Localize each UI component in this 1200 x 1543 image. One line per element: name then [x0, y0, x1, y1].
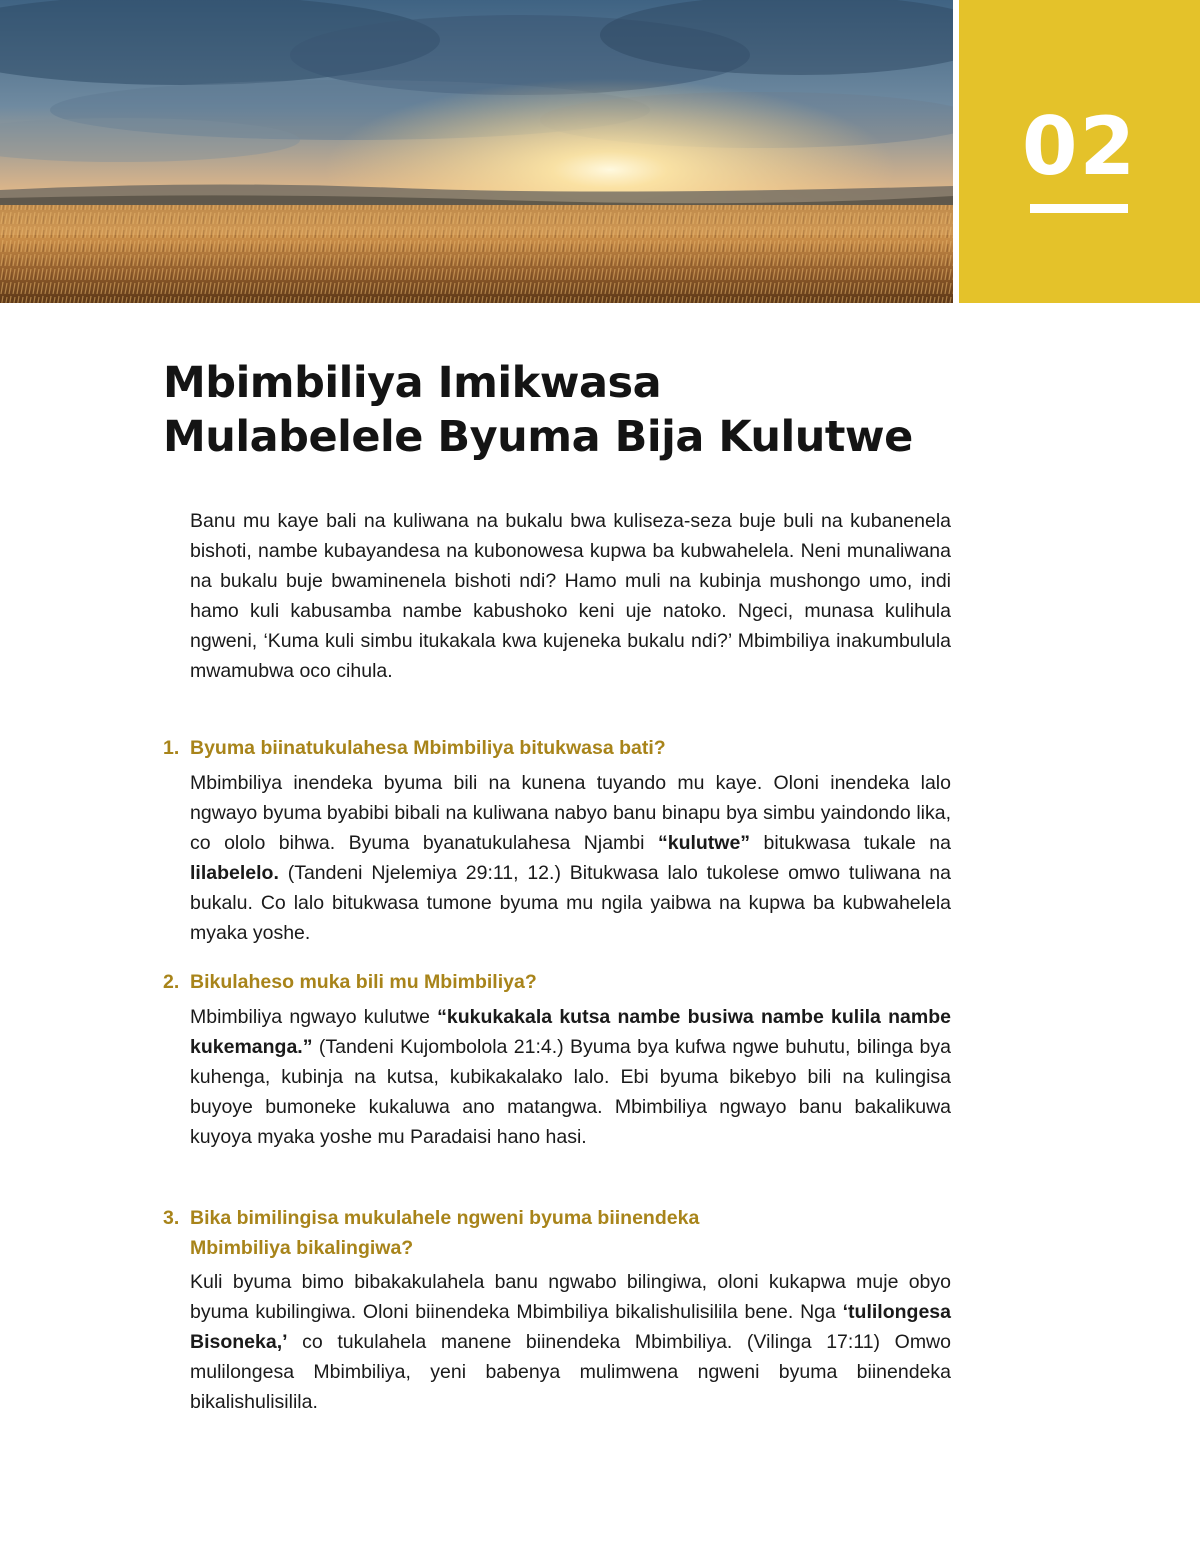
answer-text: Kuli byuma bimo bibakakulahela banu ngwabo bilingiwa, oloni kukapwa muje obyo byuma kubilingiwa. Oloni biinendeka Mbimbiliya bikalishulisilila bene. Nga	[190, 1271, 951, 1323]
chapter-underline	[1030, 204, 1128, 213]
chapter-number: 02	[1021, 100, 1138, 193]
question-number: 2.	[163, 971, 180, 993]
answer-text: bitukwasa tukale na	[750, 832, 951, 854]
question-text: Bikulaheso muka bili mu Mbimbiliya?	[190, 971, 537, 993]
title-line-2: Mulabelele Byuma Bija Kulutwe	[163, 412, 913, 462]
answer-1	[190, 768, 951, 948]
question-number: 1.	[163, 737, 180, 759]
question-number: 3.	[163, 1207, 180, 1229]
answer-bold: “kukukakala kutsa nambe busiwa nambe kulila nambe kukemanga.”	[190, 1006, 951, 1058]
answer-2	[190, 1002, 951, 1152]
question-1	[163, 733, 963, 763]
answer-text: co tukulahela manene biinendeka Mbimbiliya. (Vilinga 17:11) Omwo mulilongesa Mbimbiliya, yeni babenya mulimwena ngweni byuma biinendeka bikalishulisilila.	[190, 1331, 951, 1413]
answer-bold: lilabelelo.	[190, 862, 279, 884]
answer-text: Mbimbiliya ngwayo kulutwe	[190, 1006, 438, 1028]
answer-text: (Tandeni Kujombolola 21:4.) Byuma bya kufwa ngwe buhutu, bilinga bya kuhenga, kubinja na kutsa, kubikakalako lalo. Ebi byuma bikebyo bili na kulingisa buyoye bumoneke kukaluwa ano matangwa. Mbimbiliya ngwayo banu bakalikuwa kuyoya myaka yoshe mu Paradaisi hano hasi.	[190, 1036, 951, 1148]
answer-bold: “kulutwe”	[657, 832, 751, 854]
title-line-1: Mbimbiliya Imikwasa	[163, 358, 662, 408]
hero-photo	[0, 0, 953, 303]
question-text-continued: Mbimbiliya bikalingiwa?	[190, 1237, 414, 1259]
wheat-field-sunset-icon	[0, 0, 953, 303]
answer-3	[190, 1267, 951, 1417]
question-text: Bika bimilingisa mukulahele ngweni byuma biinendeka	[190, 1207, 700, 1229]
answer-text: (Tandeni Njelemiya 29:11, 12.) Bitukwasa lalo tukolese omwo tuliwana na bukalu. Co lalo bitukwasa tumone byuma mu ngila yaibwa na kupwa ba kubwahelela myaka yoshe.	[190, 862, 951, 944]
answer-bold: ‘tulilongesa Bisoneka,’	[190, 1301, 951, 1353]
page-title	[163, 356, 1063, 464]
intro-paragraph: Banu mu kaye bali na kuliwana na bukalu bwa kuliseza-seza buje buli na kubanenela bishoti, nambe kubayandesa na kubonowesa kupwa ba kubwahelela. Neni munaliwana na bukalu buje bwaminenela bishoti ndi? Hamo muli na kubinja mushongo umo, indi hamo kuli kabusamba nambe kabushoko keni uje natoko. Ngeci, munasa kulihula ngweni, ‘Kuma kuli simbu itukakala kwa kujeneka bukalu ndi?’ Mbimbiliya inakumbulula mwamubwa oco cihula.	[190, 510, 951, 682]
answer-text: Mbimbiliya inendeka byuma bili na kunena tuyando mu kaye. Oloni inendeka lalo ngwayo byuma byabibi bibali na kuliwana nabyo banu binapu bya simbu yaindondo lika, co ololo bihwa. Byuma byanatukulahesa Njambi	[190, 772, 951, 854]
chapter-badge	[959, 0, 1200, 303]
question-3	[163, 1203, 963, 1263]
question-2	[163, 967, 963, 997]
question-text: Byuma biinatukulahesa Mbimbiliya bitukwasa bati?	[190, 737, 666, 759]
